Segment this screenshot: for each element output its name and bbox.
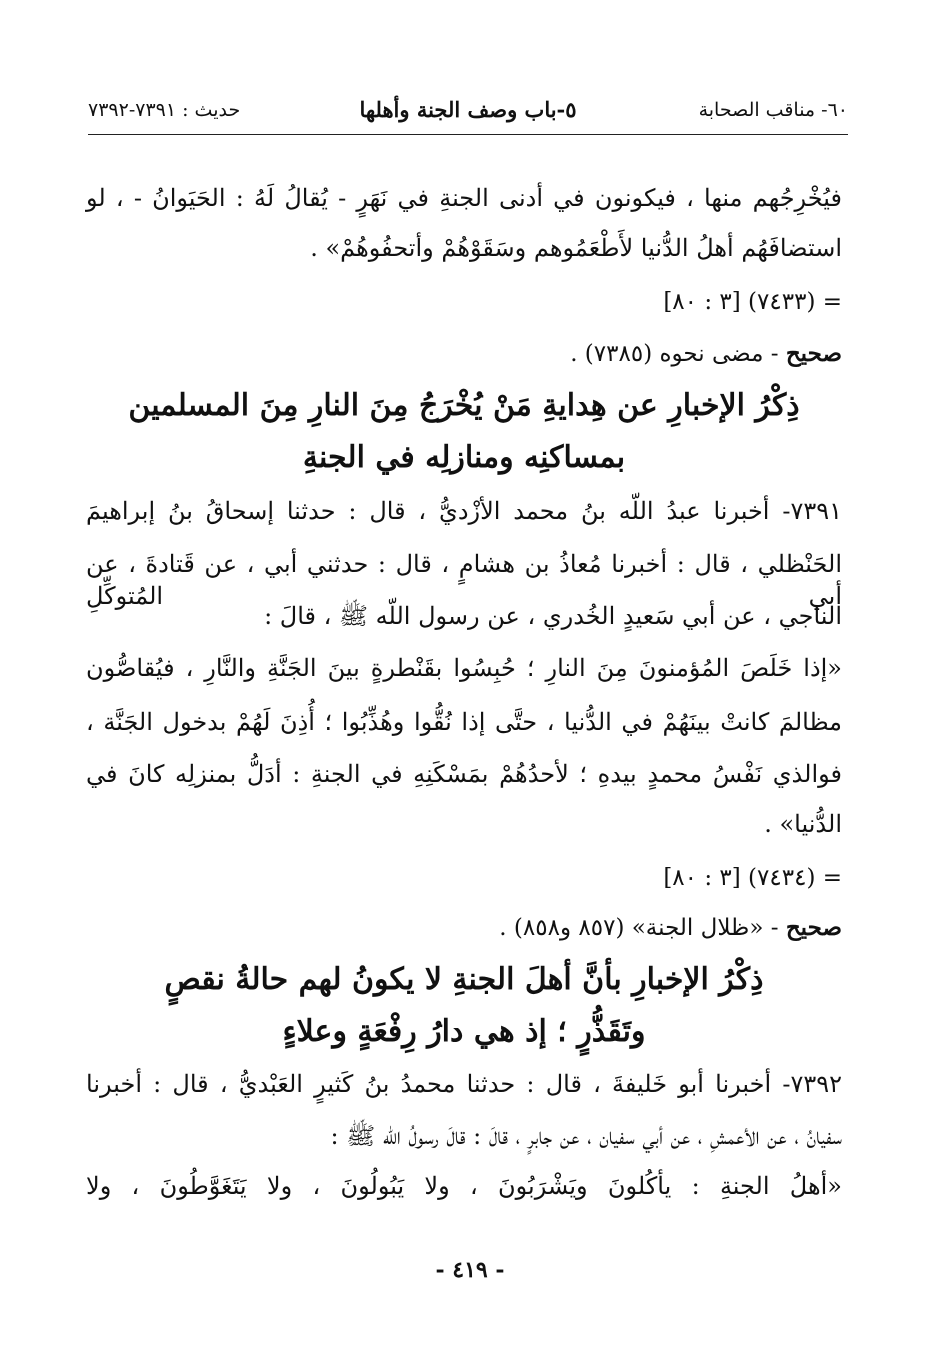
hadith-isnad-line: سفيانُ ، عن الأعمشِ ، عن أبي سفيان ، عن جابرٍ ، قالَ : قالَ رسولُ اللّه ﷺ : [330, 1122, 842, 1150]
hadith-matn-line: فوالذي نَفْسُ محمدٍ بيدهِ ؛ لأحدُهُمْ بمَسْكَنِهِ في الجنةِ : أدَلُّ بمنزلِه كانَ في [86, 760, 842, 788]
grading-label: صحيح [785, 340, 842, 367]
text-line: فيُخْرِجُهم منها ، فيكونون في أدنى الجنةِ في نَهَرٍ - يُقالُ لَهُ : الحَيَوانُ - ، لو [86, 184, 842, 212]
chapter-heading: بمساكنِه ومنازلِه في الجنةِ [302, 440, 626, 475]
hadith-isnad-line: الناجي ، عن أبي سَعيدٍ الخُدري ، عن رسول اللّه ﷺ ، قالَ : [264, 602, 842, 630]
chapter-heading: ذِكْرُ الإخبارِ عن هِدايةِ مَنْ يُخْرَجُ مِنَ النارِ مِنَ المسلمين [128, 388, 800, 423]
hadith-matn-line: «أهلُ الجنةِ : يأكُلونَ ويَشْرَبُونَ ، ولا يَبُولُونَ ، ولا يَتَغَوَّطُونَ ، ولا [86, 1172, 842, 1200]
grading-note [86, 338, 842, 370]
grading-text: - مضى نحوه (٧٣٨٥) . [570, 341, 779, 367]
source-reference: = (٧٤٣٣) [٣ : ٨٠] [663, 289, 842, 315]
header-rule [88, 134, 848, 135]
chapter-heading: وتَقَذُّرٍ ؛ إذ هي دارُ رِفْعَةٍ وعلاءٍ [282, 1014, 646, 1049]
grading-label: صحيح [785, 914, 842, 941]
hadith-matn-line: مظالمَ كانتْ بينَهُمْ في الدُّنيا ، حتَّى إذا نُقُّوا وهُذِّبُوا ؛ أُذِنَ لَهُمْ بدخول الجَنَّة ، [86, 708, 842, 736]
hadith-matn-line: الدُّنيا» . [764, 810, 842, 838]
page-number: - ٤١٩ - [435, 1257, 505, 1283]
hadith-isnad-line: ٧٣٩١- أخبرنا عبدُ اللّه بنُ محمد الأزْديُّ ، قال : حدثنا إسحاقُ بنُ إبراهيمَ [86, 497, 842, 525]
hadith-isnad-line: ٧٣٩٢- أخبرنا أبو خَليفةَ ، قال : حدثنا محمدُ بنُ كَثيرٍ العَبْديُّ ، قال : أخبرنا [86, 1070, 842, 1098]
grading-text: - «ظلال الجنة» (٨٥٧ و٨٥٨) . [499, 915, 779, 941]
text-line: استضافَهُم أهلُ الدُّنيا لأَطْعَمُوهم وسَقَوْهُمْ وأتحفُوهُمْ» . [310, 234, 842, 262]
hadith-matn-line: «إذا خَلَصَ المُؤمنونَ مِنَ النارِ ؛ حُبِسُوا بقَنْطرةٍ بينَ الجَنَّةِ والنَّارِ ، فيُقاصُّون [86, 654, 842, 682]
grading-note [86, 912, 842, 944]
source-reference: = (٧٤٣٤) [٣ : ٨٠] [663, 865, 842, 891]
running-header [88, 95, 848, 129]
chapter-heading: ذِكْرُ الإخبارِ بأنَّ أهلَ الجنةِ لا يكونُ لهم حالةُ نقصٍ [164, 962, 764, 997]
header-book-chapter: ٦٠- مناقب الصحابة [698, 99, 848, 121]
hadith-isnad-line: الحَنْظلي ، قال : أخبرنا مُعاذُ بن هشامٍ ، قال : حدثني أبي ، عن قَتادةَ ، عن أبي المُتوكِّلِ [86, 550, 842, 610]
header-section-title: ٥-باب وصف الجنة وأهلها [359, 97, 577, 122]
header-hadith-range: حديث : ٧٣٩١-٧٣٩٢ [88, 99, 241, 121]
